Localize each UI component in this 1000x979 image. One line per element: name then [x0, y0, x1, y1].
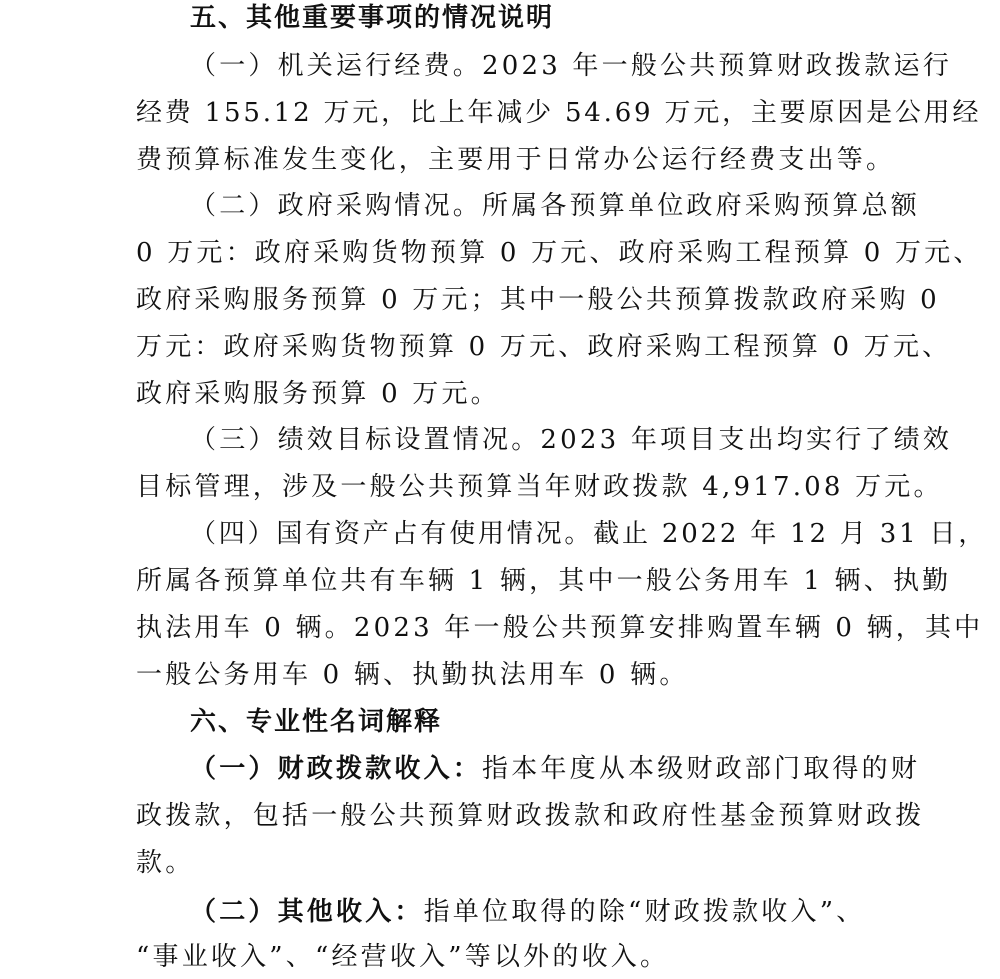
section-heading-5: 五、其他重要事项的情况说明: [190, 3, 555, 33]
paragraph-line: 政拨款，包括一般公共预算财政拨款和政府性基金预算财政拨: [136, 801, 925, 831]
paragraph-line: 执法用车 0 辆。2023 年一般公共预算安排购置车辆 0 辆，其中: [136, 613, 984, 643]
paragraph-line: 政府采购服务预算 0 万元。: [136, 379, 500, 409]
paragraph-line: （三）绩效目标设置情况。2023 年项目支出均实行了绩效: [190, 425, 953, 455]
paragraph-line: 经费 155.12 万元，比上年减少 54.69 万元，主要原因是公用经: [136, 98, 982, 128]
paragraph-line: 款。: [136, 848, 195, 878]
term-label: （一）财政拨款收入：: [190, 754, 483, 784]
section-heading-6: 六、专业性名词解释: [190, 707, 443, 737]
paragraph-line: 所属各预算单位共有车辆 1 辆，其中一般公务用车 1 辆、执勤: [136, 566, 952, 596]
paragraph-line: 0 万元：政府采购货物预算 0 万元、政府采购工程预算 0 万元、: [136, 238, 983, 268]
definition-line: [190, 747, 920, 791]
paragraph-line: 目标管理，涉及一般公共预算当年财政拨款 4,917.08 万元。: [136, 472, 943, 502]
definition-text: 指单位取得的除“财政拨款收入”、: [423, 897, 866, 927]
paragraph-line: 一般公务用车 0 辆、执勤执法用车 0 辆。: [136, 660, 689, 690]
paragraph-line: “事业收入”、“经营收入”等以外的收入。: [136, 942, 670, 972]
paragraph-line: （一）机关运行经费。2023 年一般公共预算财政拨款运行: [190, 51, 953, 81]
paragraph-line: 费预算标准发生变化，主要用于日常办公运行经费支出等。: [136, 145, 896, 175]
definition-text: 指本年度从本级财政部门取得的财: [482, 754, 921, 784]
paragraph-line: 政府采购服务预算 0 万元；其中一般公共预算拨款政府采购 0: [136, 285, 940, 315]
paragraph-line: （四）国有资产占有使用情况。截止 2022 年 12 月 31 日，: [190, 519, 988, 549]
definition-line: [190, 890, 865, 934]
paragraph-line: 万元：政府采购货物预算 0 万元、政府采购工程预算 0 万元、: [136, 332, 952, 362]
term-label: （二）其他收入：: [190, 897, 424, 927]
paragraph-line: （二）政府采购情况。所属各预算单位政府采购预算总额: [190, 191, 921, 221]
